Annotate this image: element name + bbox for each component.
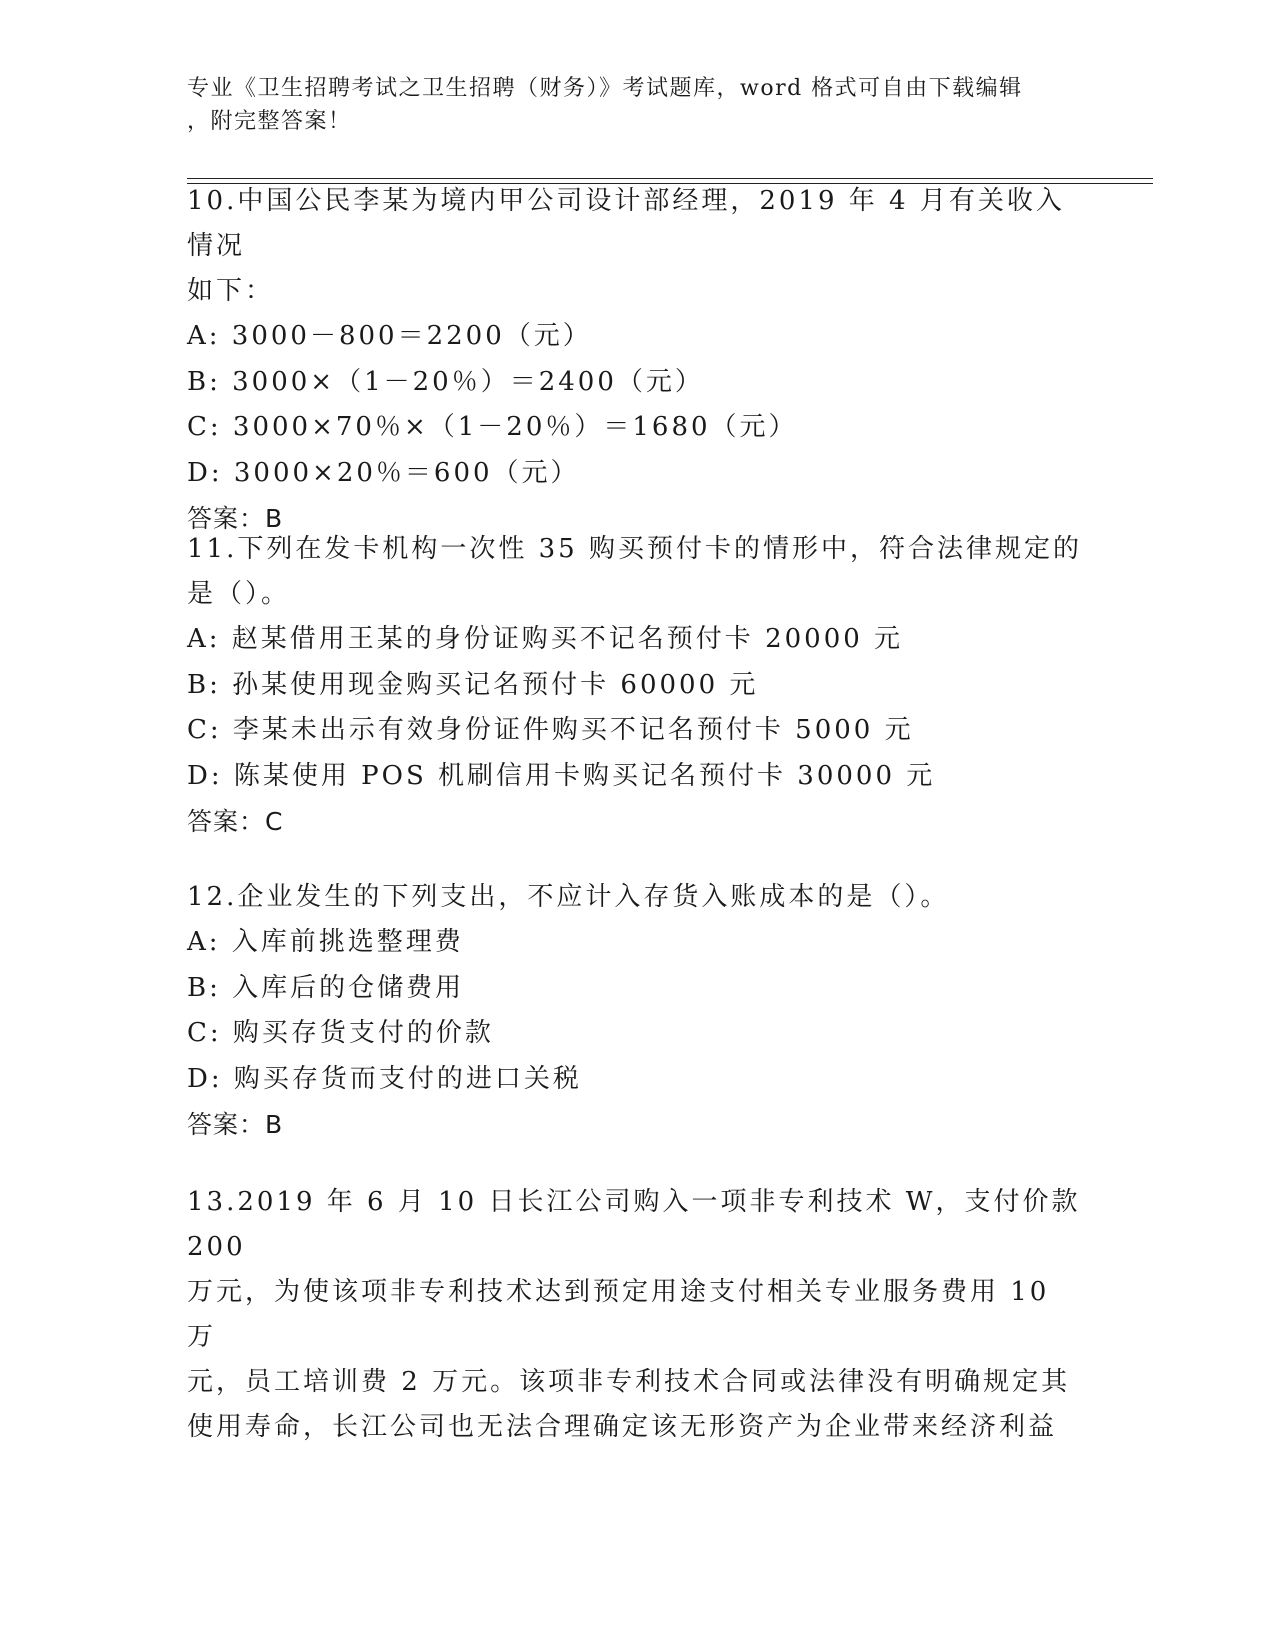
question-stem-line: 使用寿命，长江公司也无法合理确定该无形资产为企业带来经济利益: [187, 1412, 1058, 1442]
option-d: D: 陈某使用 POS 机刷信用卡购买记名预付卡 30000 元: [187, 760, 936, 791]
answer-text: 答案：C: [187, 807, 284, 836]
option-b: B: 3000×（1－20％）＝2400（元）: [187, 366, 704, 397]
option-a: A: 赵某借用王某的身份证购买不记名预付卡 20000 元: [187, 624, 904, 654]
option-c: C: 3000×70％×（1－20％）＝1680（元）: [187, 412, 798, 442]
option-d: D: 购买存货而支付的进口关税: [187, 1063, 582, 1094]
question-10: [187, 179, 1087, 541]
header-line-1: 专业《卫生招聘考试之卫生招聘（财务）》考试题库，word 格式可自由下载编辑: [187, 76, 1023, 101]
answer-text: 答案：B: [187, 1110, 284, 1139]
header-line-2: ，附完整答案！: [187, 109, 352, 134]
question-stem-line: 11.下列在发卡机构一次性 35 购买预付卡的情形中，符合法律规定的: [187, 534, 1082, 564]
question-13: [187, 1180, 1087, 1450]
option-b: B: 孙某使用现金购买记名预付卡 60000 元: [187, 669, 759, 700]
option-c: C: 购买存货支付的价款: [187, 1018, 494, 1048]
question-12: [187, 875, 1087, 1147]
document-header: [187, 72, 1087, 138]
question-stem-line: 万元，为使该项非专利技术达到预定用途支付相关专业服务费用 10 万: [187, 1277, 1050, 1352]
answer-text: 答案：B: [187, 504, 284, 533]
question-stem-line: 是（）。: [187, 579, 291, 609]
option-a: A: 3000－800＝2200（元）: [187, 321, 592, 351]
question-11: [187, 527, 1087, 844]
option-b: B: 入库后的仓储费用: [187, 972, 465, 1003]
question-stem-line: 13.2019 年 6 月 10 日长江公司购入一项非专利技术 W，支付价款 200: [187, 1187, 1081, 1262]
question-stem-line: 元，员工培训费 2 万元。该项非专利技术合同或法律没有明确规定其: [187, 1367, 1071, 1397]
question-stem-line: 如下：: [187, 276, 275, 306]
question-stem-line: 10.中国公民李某为境内甲公司设计部经理，2019 年 4 月有关收入情况: [187, 186, 1065, 261]
option-a: A: 入库前挑选整理费: [187, 927, 464, 957]
question-stem-line: 12.企业发生的下列支出，不应计入存货入账成本的是（）。: [187, 882, 950, 912]
option-d: D: 3000×20％＝600（元）: [187, 457, 580, 488]
option-c: C: 李某未出示有效身份证件购买不记名预付卡 5000 元: [187, 715, 914, 745]
